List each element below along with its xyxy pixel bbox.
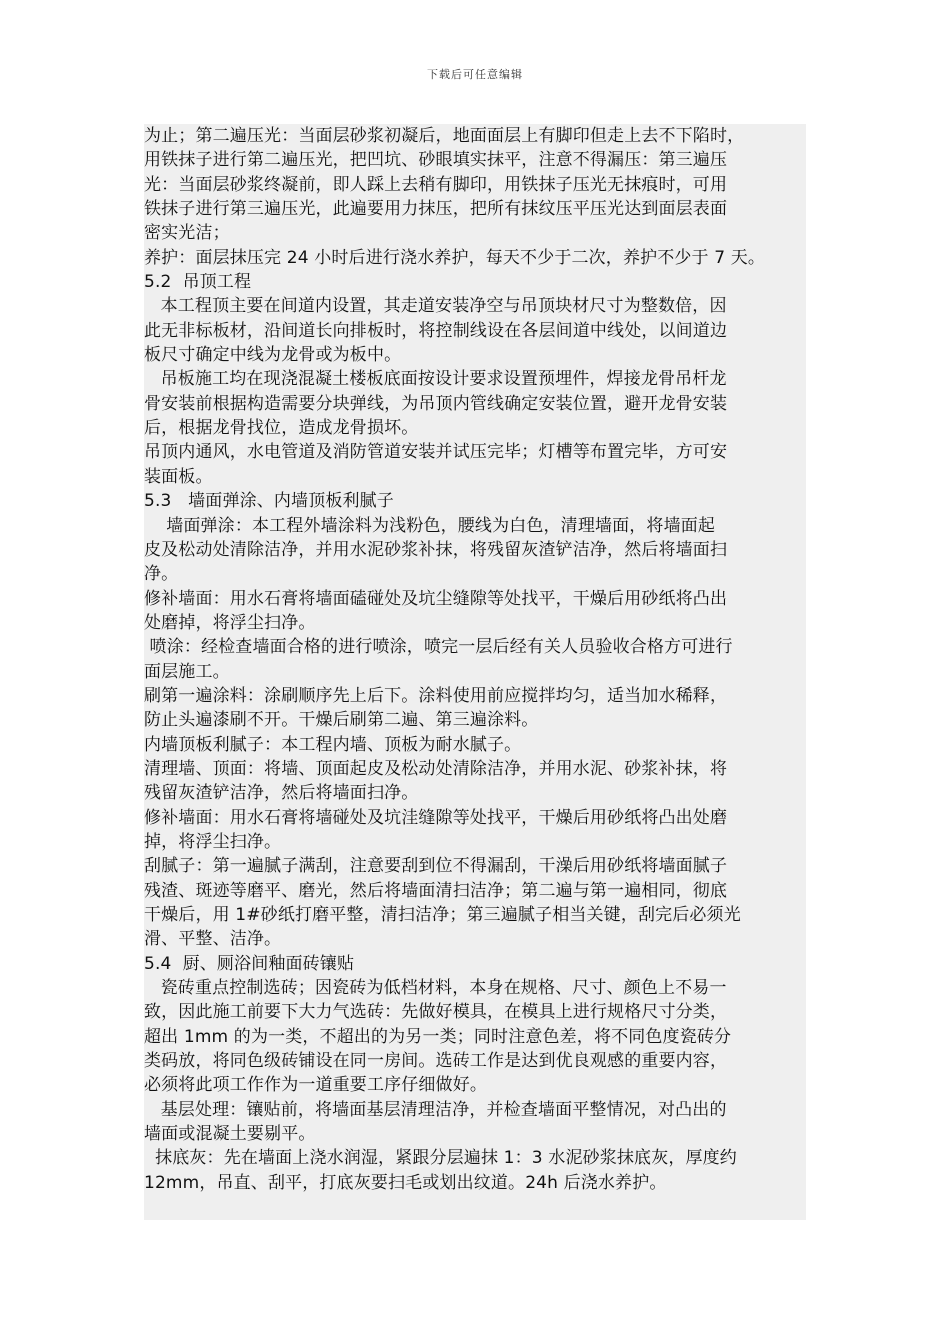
text-line: 致，因此施工前要下大力气选砖：先做好模具，在模具上进行规格尺寸分类， xyxy=(144,1002,728,1023)
text-line: 密实光洁； xyxy=(144,223,230,244)
text-line: 干燥后，用 1#砂纸打磨平整，清扫洁净；第三遍腻子相当关键，刮完后必须光 xyxy=(144,905,741,925)
text-line: 5.2 吊顶工程 xyxy=(144,272,252,293)
text-line: 瓷砖重点控制选砖；因瓷砖为低档材料，本身在规格、尺寸、颜色上不易一 xyxy=(144,978,727,999)
text-line: 喷涂：经检查墙面合格的进行喷涂，喷完一层后经有关人员验收合格方可进行 xyxy=(144,637,733,658)
text-line: 12mm，吊直、刮平，打底灰要扫毛或划出纹道。24h 后浇水养护。 xyxy=(144,1172,667,1193)
text-line: 修补墙面：用水石膏将墙碰处及坑洼缝隙等处找平，干燥后用砂纸将凸出处磨 xyxy=(144,807,728,828)
text-line: 修补墙面：用水石膏将墙面磕碰处及坑尘缝隙等处找平，干燥后用砂纸将凸出 xyxy=(144,588,728,609)
text-line: 超出 1mm 的为一类，不超出的为另一类；同时注意色差，将不同色度瓷砖分 xyxy=(144,1026,732,1047)
text-line: 墙面弹涂：本工程外墙涂料为浅粉色，腰线为白色，清理墙面，将墙面起 xyxy=(144,515,716,536)
text-line: 残留灰渣铲洁净，然后将墙面扫净。 xyxy=(144,783,419,804)
text-line: 皮及松动处清除洁净，并用水泥砂浆补抹，将残留灰渣铲洁净，然后将墙面扫 xyxy=(144,539,728,560)
text-line: 此无非标板材，沿间道长向排板时，将控制线设在各层间道中线处，以间道边 xyxy=(144,320,728,341)
text-line: 后，根据龙骨找位，造成龙骨损坏。 xyxy=(144,418,419,439)
text-line: 5.3 墙面弹涂、内墙顶板利腻子 xyxy=(144,491,394,512)
text-line: 刷第一遍涂料：涂刷顺序先上后下。涂料使用前应搅拌均匀，适当加水稀释， xyxy=(144,685,728,706)
text-line: 处磨掉，将浮尘扫净。 xyxy=(144,612,316,633)
text-line: 净。 xyxy=(144,564,179,585)
text-line: 装面板。 xyxy=(144,466,213,487)
text-line: 为止；第二遍压光：当面层砂浆初凝后，地面面层上有脚印但走上去不下陷时， xyxy=(144,126,745,146)
text-line: 防止头遍漆刷不开。干燥后刷第二遍、第三遍涂料。 xyxy=(144,710,539,731)
text-line: 抹底灰：先在墙面上浇水润湿，紧跟分层遍抹 1：3 水泥砂浆抹底灰，厚度约 xyxy=(144,1148,737,1169)
text-line: 铁抹子进行第三遍压光，此遍要用力抹压，把所有抹纹压平压光达到面层表面 xyxy=(144,199,728,220)
text-line: 类码放，将同色级砖铺设在同一房间。选砖工作是达到优良观感的重要内容， xyxy=(144,1051,728,1072)
text-line: 5.4 厨、厕浴间釉面砖镶贴 xyxy=(144,953,355,974)
text-line: 墙面或混凝土要剔平。 xyxy=(144,1124,316,1145)
text-line: 滑、平整、洁净。 xyxy=(144,929,282,950)
text-line: 吊顶内通风，水电管道及消防管道安装并试压完毕；灯槽等布置完毕，方可安 xyxy=(144,442,728,463)
text-line: 刮腻子：第一遍腻子满刮，注意要刮到位不得漏刮，干澡后用砂纸将墙面腻子 xyxy=(144,856,728,877)
text-line: 内墙顶板利腻子：本工程内墙、顶板为耐水腻子。 xyxy=(144,734,522,755)
text-line: 骨安装前根据构造需要分块弹线，为吊顶内管线确定安装位置，避开龙骨安装 xyxy=(144,393,728,414)
text-line: 面层施工。 xyxy=(144,661,230,682)
text-line: 必须将此项工作作为一道重要工序仔细做好。 xyxy=(144,1075,487,1096)
text-line: 板尺寸确定中线为龙骨或为板中。 xyxy=(144,345,402,366)
text-line: 用铁抹子进行第二遍压光，把凹坑、砂眼填实抹平，注意不得漏压：第三遍压 xyxy=(144,150,728,171)
text-line: 清理墙、顶面：将墙、顶面起皮及松动处清除洁净，并用水泥、砂浆补抹，将 xyxy=(144,758,728,779)
text-line: 掉，将浮尘扫净。 xyxy=(144,831,282,852)
text-line: 残渣、斑迹等磨平、磨光，然后将墙面清扫洁净；第二遍与第一遍相同，彻底 xyxy=(144,880,728,901)
text-line: 基层处理：镶贴前，将墙面基层清理洁净，并检查墙面平整情况，对凸出的 xyxy=(144,1099,727,1120)
text-line: 本工程顶主要在间道内设置，其走道安装净空与吊顶块材尺寸为整数倍，因 xyxy=(144,296,727,317)
page-header: 下载后可任意编辑 xyxy=(427,68,523,81)
text-line: 养护：面层抹压完 24 小时后进行浇水养护，每天不少于二次，养护不少于 7 天。 xyxy=(144,247,766,268)
text-line: 光：当面层砂浆终凝前，即人踩上去稍有脚印，用铁抹子压光无抹痕时，可用 xyxy=(144,174,728,195)
text-line: 吊板施工均在现浇混凝土楼板底面按设计要求设置预埋件，焊接龙骨吊杆龙 xyxy=(144,369,727,390)
document-body xyxy=(144,124,806,1220)
